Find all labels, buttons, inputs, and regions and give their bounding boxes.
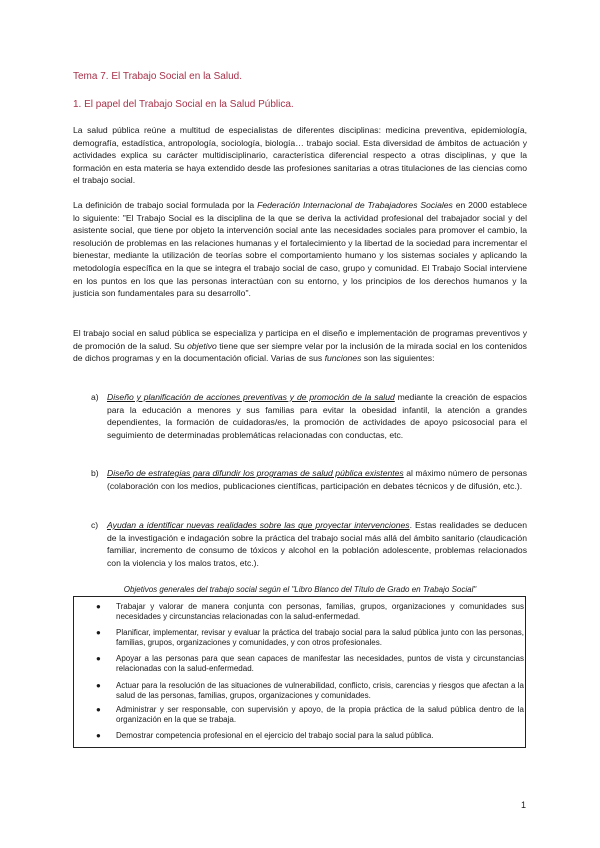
objective-item: ● Actuar para la resolución de las situaciones de vulnerabilidad, conflicto, crisis, carencias y riesgos que afectan a la salud de las personas, familias, grupos, organizaciones y comunidades. — [96, 681, 524, 701]
function-item-a: a) Diseño y planificación de acciones preventivas y de promoción de la salud mediante la creación de espacios para la educación a menores y sus familias para evitar la obesidad infantil, la atención a grandes dependientes, la formación de cuidadoras/es, la promoción de actividades de apoyo psicosocial para el seguimiento de determinadas problemáticas relacionadas con conductas, etc. — [91, 392, 527, 440]
objective-item: ● Trabajar y valorar de manera conjunta con personas, familias, grupos, organizaciones y comunidades sus necesidades y circunstancias relacionadas con la salud-enfermedad. — [96, 602, 524, 622]
function-item-b: b) Diseño de estrategias para difundir los programas de salud pública existentes al máximo número de personas (colaboración con los medios, publicaciones científicas, participación en debates técnicos y de difusión, etc.). — [91, 468, 528, 491]
objective-item: ● Administrar y ser responsable, con supervisión y apoyo, de la propia práctica de la salud pública dentro de la organización en la que se trabaja. — [96, 705, 524, 725]
paragraph-functions: El trabajo social en salud pública se especializa y participa en el diseño e implementación de programas preventivos y de promoción de la salud. Su objetivo tiene que ser siempre velar por la inclusión de la mirada social en los contenidos de dichos programas y en la documentación oficial. Varias de sus funciones son las siguientes: — [73, 328, 527, 364]
paragraph-intro: La salud pública reúne a multitud de especialistas de diferentes disciplinas: medicina preventiva, epidemiología, demografía, estadística, antropología, sociología, biología… trabajo social. Esta diversidad de ámbitos de actuación y actividades explica su carácter multidisciplinario, característica diferencial respecto a otras disciplinas, y que la formación en esta materia se haya extendido desde las profesiones sanitarias a otras titulaciones de las ciencias como el trabajo social. — [73, 125, 527, 186]
objective-item: ● Demostrar competencia profesional en el ejercicio del trabajo social para la salud pública. — [96, 731, 434, 740]
subsection-title: 1. El papel del Trabajo Social en la Salud Pública. — [73, 99, 294, 110]
page-number: 1 — [521, 800, 527, 810]
box-caption: Objetivos generales del trabajo social según el "Libro Blanco del Título de Grado en Trabajo Social" — [123, 585, 477, 594]
objective-item: ● Apoyar a las personas para que sean capaces de manifestar las necesidades, puntos de vista y circunstancias relacionadas con la salud-enfermedad. — [96, 654, 524, 674]
paragraph-definition: La definición de trabajo social formulada por la Federación Internacional de Trabajadores Sociales en 2000 establece lo siguiente: "El Trabajo Social es la disciplina de la que se deriva la actividad profesional del trabajador social y del asistente social, que tiene por objeto la intervención social ante las necesidades sociales para promover el cambio, la resolución de problemas en las relaciones humanas y el fortalecimiento y la libertad de la sociedad para incrementar el bienestar, mediante la utilización de teorías sobre el comportamiento humano y los sistemas sociales y aplicando la metodología específica en la que se integra el trabajo social de caso, grupo y comunidad. El Trabajo Social interviene en los puntos en los que las personas interactúan con su entorno, y los principios de los derechos humanos y la justicia son fundamentales para su desarrollo". — [73, 200, 527, 299]
org-name: Federación Internacional de Trabajadores Sociales — [257, 200, 453, 210]
objective-item: ● Planificar, implementar, revisar y evaluar la práctica del trabajo social para la salud pública junto con las personas, familias, grupos, organizaciones y comunidades, y con otros profesionales. — [96, 628, 524, 648]
objectives-box — [73, 596, 526, 748]
section-title: Tema 7. El Trabajo Social en la Salud. — [73, 71, 242, 82]
function-item-c: c) Ayudan a identificar nuevas realidades sobre las que proyectar intervenciones. Estas realidades se deducen de la investigación e indagación sobre la práctica del trabajo social más allá del ámbito sanitario (claudicación familiar, incremento de consumo de tóxicos y alcohol en la población adolescente, problemas relacionados con la violencia y los malos tratos, etc.). — [91, 520, 527, 568]
